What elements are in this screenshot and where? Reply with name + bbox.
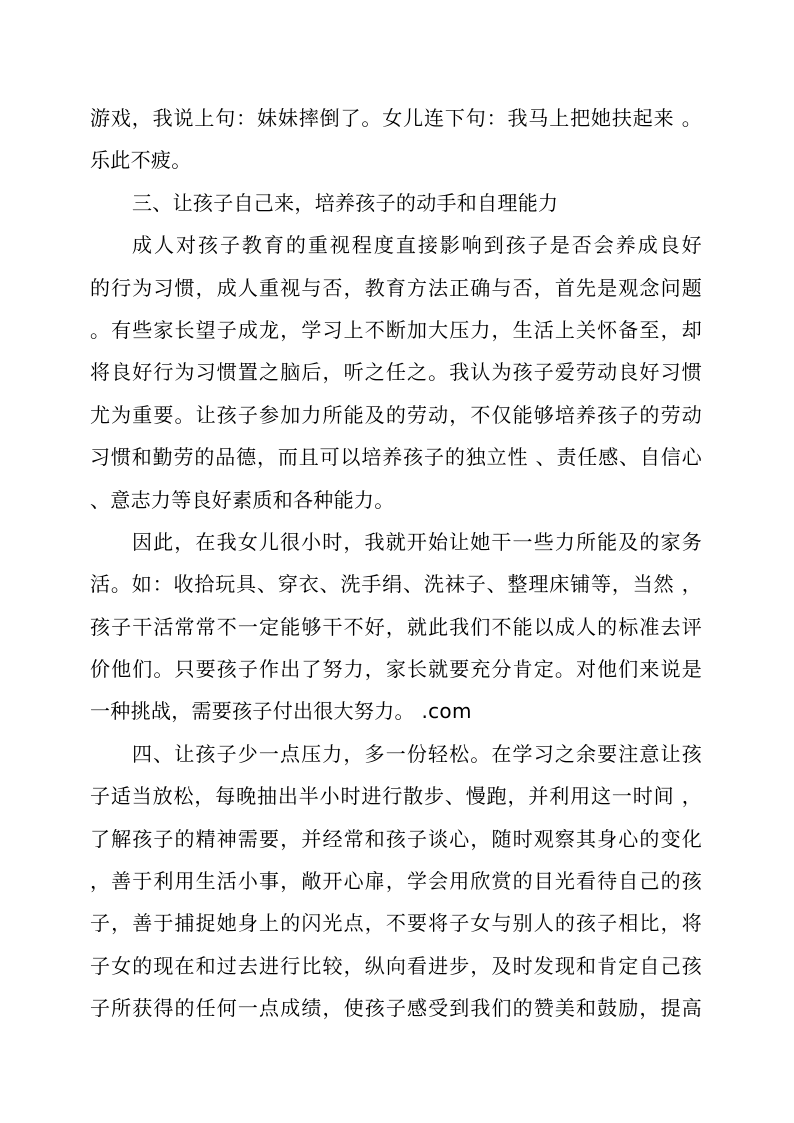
text-line: 游戏，我说上句：妹妹摔倒了。女儿连下句：我马上把她扶起来 。 bbox=[90, 106, 702, 130]
section-heading: 三、让孩子自己来，培养孩子的动手和自理能力 bbox=[132, 190, 559, 215]
text-line: 、意志力等良好素质和各种能力。 bbox=[90, 487, 395, 512]
body-text bbox=[90, 97, 702, 1030]
text-line: 孩子干活常常不一定能够干不好，就此我们不能以成人的标准去评 bbox=[90, 614, 702, 639]
text-line: 子女的现在和过去进行比较，纵向看进步，及时发现和肯定自己孩 bbox=[90, 953, 702, 978]
text-line: 成人对孩子教育的重视程度直接影响到孩子是否会养成良好 bbox=[132, 233, 702, 258]
text-line: 价他们。只要孩子作出了努力，家长就要充分肯定。对他们来说是 bbox=[90, 657, 702, 682]
text-line: 习惯和勤劳的品德，而且可以培养孩子的独立性 、责任感、自信心 bbox=[90, 445, 702, 470]
section-heading-line: 四、让孩子少一点压力，多一份轻松。在学习之余要注意让孩 bbox=[132, 741, 702, 766]
text-line: 子，善于捕捉她身上的闪光点，不要将子女与别人的孩子相比，将 bbox=[90, 911, 702, 936]
text-line: 子所获得的任何一点成绩，使孩子感受到我们的赞美和鼓励，提高 bbox=[90, 996, 702, 1021]
text-line: 因此，在我女儿很小时，我就开始让她干一些力所能及的家务 bbox=[132, 529, 702, 554]
text-line: 一种挑战，需要孩子付出很大努力。 .com bbox=[90, 699, 472, 724]
text-line: 乐此不疲。 bbox=[90, 148, 192, 173]
text-line: 子适当放松，每晚抽出半小时进行散步、慢跑，并利用这一时间 ， bbox=[90, 784, 702, 809]
text-line: 活。如：收拾玩具、穿衣、洗手绢、洗袜子、整理床铺等，当然 ， bbox=[90, 572, 702, 597]
text-line: 。有些家长望子成龙，学习上不断加大压力，生活上关怀备至，却 bbox=[90, 317, 702, 342]
text-line: ，善于利用生活小事，敞开心扉，学会用欣赏的目光看待自己的孩 bbox=[90, 869, 702, 894]
text-line: 尤为重要。让孩子参加力所能及的劳动，不仅能够培养孩子的劳动 bbox=[90, 402, 702, 427]
text-line: 将良好行为习惯置之脑后，听之任之。我认为孩子爱劳动良好习惯 bbox=[90, 360, 702, 385]
text-line: 了解孩子的精神需要，并经常和孩子谈心，随时观察其身心的变化 bbox=[90, 826, 702, 851]
text-line: 的行为习惯，成人重视与否，教育方法正确与否，首先是观念问题 bbox=[90, 275, 702, 300]
